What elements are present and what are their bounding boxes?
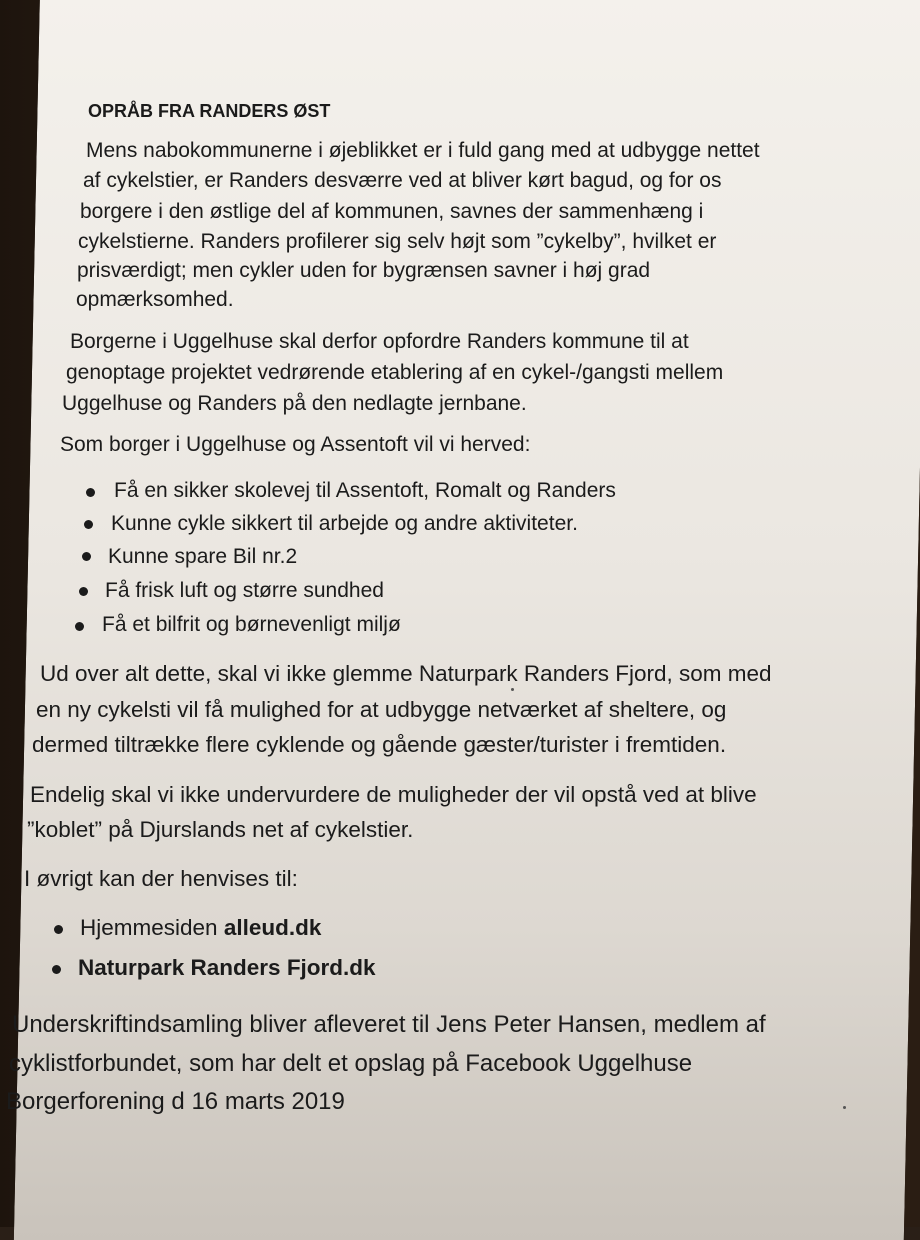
- para3-line: dermed tiltrække flere cyklende og gående gæster/turister i fremtiden.: [32, 732, 727, 757]
- para1-line: prisværdigt; men cykler uden for bygrænsen savner i høj grad: [77, 259, 651, 282]
- goal-text: Kunne spare Bil nr.2: [108, 545, 298, 568]
- para1-line: Mens nabokommunerne i øjeblikket er i fuld gang med at udbygge nettet: [86, 139, 760, 162]
- bullet-icon: [84, 520, 93, 529]
- para4-line: ”koblet” på Djurslands net af cykelstier.: [27, 817, 414, 842]
- para4-line: Endelig skal vi ikke undervurdere de muligheder der vil opstå ved at blive: [30, 782, 757, 807]
- goal-text: Få en sikker skolevej til Assentoft, Romalt og Randers: [114, 479, 616, 502]
- closing-line: Borgerforening d 16 marts 2019: [6, 1088, 345, 1115]
- goal-text: Få frisk luft og større sundhed: [105, 579, 384, 602]
- bullet-icon: [79, 587, 88, 596]
- closing-line: cyklistforbundet, som har delt et opslag på Facebook Uggelhuse: [9, 1050, 693, 1077]
- bullet-icon: [52, 965, 61, 974]
- para3-line: en ny cykelsti vil få mulighed for at udbygge netværket af sheltere, og: [36, 697, 727, 722]
- para2-line: genoptage projektet vedrørende etablering af en cykel-/gangsti mellem: [66, 361, 724, 384]
- para2-line: Borgerne i Uggelhuse skal derfor opfordre Randers kommune til at: [70, 330, 689, 353]
- para2-line: Uggelhuse og Randers på den nedlagte jernbane.: [62, 392, 527, 415]
- para1-line: af cykelstier, er Randers desværre ved at bliver kørt bagud, og for os: [83, 169, 722, 192]
- bullet-icon: [75, 622, 84, 631]
- goal-text: Kunne cykle sikkert til arbejde og andre aktiviteter.: [111, 512, 578, 535]
- closing-line: Underskriftindsamling bliver afleveret til Jens Peter Hansen, medlem af: [12, 1011, 766, 1038]
- homepage-prefix: Hjemmesiden: [80, 915, 224, 940]
- naturpark-ref: Naturpark Randers Fjord.dk: [78, 955, 376, 980]
- para1-line: cykelstierne. Randers profilerer sig selv højt som ”cykelby”, hvilket er: [78, 230, 717, 253]
- homepage-link: alleud.dk: [223, 915, 322, 940]
- para1-line: borgere i den østlige del af kommunen, savnes der sammenhæng i: [80, 200, 704, 223]
- para3-line: Ud over alt dette, skal vi ikke glemme Naturpark Randers Fjord, som med: [40, 661, 772, 686]
- goal-text: Få et bilfrit og børnevenligt miljø: [102, 613, 401, 636]
- bullet-icon: [82, 552, 91, 561]
- intro-text: Som borger i Uggelhuse og Assentoft vil vi herved:: [60, 433, 531, 456]
- homepage-ref: [80, 917, 321, 940]
- refs-intro: I øvrigt kan der henvises til:: [24, 866, 298, 891]
- paper-speck: [511, 688, 514, 691]
- paper-speck: [843, 1106, 846, 1109]
- bullet-icon: [54, 925, 63, 934]
- document-title: OPRÅB FRA RANDERS ØST: [88, 101, 331, 121]
- para1-line: opmærksomhed.: [76, 288, 234, 311]
- bullet-icon: [86, 488, 95, 497]
